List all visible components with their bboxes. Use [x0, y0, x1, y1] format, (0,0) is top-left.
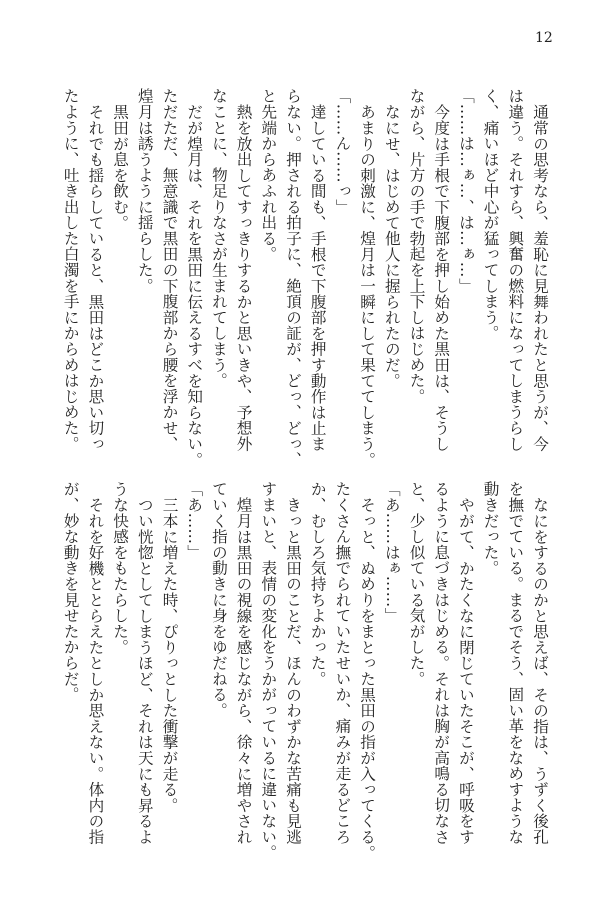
text-line: ながら、片方の手で勃起を上下しはじめた。: [407, 88, 426, 404]
text-line: と先端からあふれ出る。: [259, 88, 278, 262]
text-line: 「あ……」: [185, 481, 204, 560]
text-line: ただただ、無意識で黒田の下腹部から腰を浮かせ、: [160, 88, 179, 452]
text-line: と、少し似ている気がした。: [407, 481, 426, 687]
text-line: それでも揺らしていると、黒田はどこか思い切っ: [86, 104, 105, 452]
text-line: それを好機ととらえたとしか思えない。体内の指: [86, 497, 105, 845]
text-line: だが煌月は、それを黒田に伝えるすべを知らない。: [185, 104, 204, 468]
text-line: 通常の思考なら、羞恥に見舞われたと思うが、今: [531, 104, 549, 452]
text-line: らない。押される拍子に、絶頂の証が、どっ、どっ、: [284, 88, 302, 468]
text-line: 今度は手根で下腹部を押し始めた黒田は、そうし: [432, 104, 451, 452]
text-line: 「……は…ぁ…、は…ぁ…」: [456, 88, 475, 294]
text-line: 黒田が息を飲む。: [111, 104, 130, 231]
text-line: 「あ……はぁ……」: [382, 481, 401, 624]
text-line: 三本に増えた時、ぴりっとした衝撃が走る。: [160, 497, 179, 813]
text-line: うな快感をもたらした。: [111, 481, 130, 655]
page-number: 12: [535, 30, 553, 46]
text-line: が、妙な動きを見せたからだ。: [61, 481, 80, 703]
text-line: 煌月は黒田の視線を感じながら、徐々に増やされ: [234, 497, 253, 845]
text-line: 熱を放出してすっきりするかと思いきや、予想外: [234, 104, 253, 452]
text-line: なにせ、はじめて他人に握られたのだ。: [382, 104, 401, 389]
text-line: 「……ん……っ」: [333, 88, 352, 215]
text-line: 達している間も、手根で下腹部を押す動作は止ま: [308, 104, 327, 452]
text-line: なことに、物足りなさが生まれてしまう。: [209, 88, 228, 389]
text-line: たように、吐き出した白濁を手にからめはじめた。: [61, 88, 80, 452]
text-line: は違う。それすら、興奮の燃料になってしまうらし: [506, 88, 525, 452]
text-line: なにをするのかと思えば、その指は、うずく後孔: [531, 497, 549, 845]
text-line: か、むしろ気持ちよかった。: [308, 481, 327, 687]
text-line: るように息づきはじめる。それは胸が高鳴る切なさ: [432, 481, 451, 845]
text-line: あまりの刺激に、煌月は一瞬にして果ててしまう。: [358, 104, 377, 468]
text-line: 煌月は誘うように揺らした。: [135, 88, 154, 294]
text-line: たくさん撫でられていたせいか、痛みが走るどころ: [333, 481, 352, 845]
text-line: く、痛いほど中心が猛ってしまう。: [481, 88, 500, 341]
text-line: ていく指の動きに身をゆだねる。: [209, 481, 228, 718]
text-line: を撫でている。まるでそう、固い革をなめすような: [506, 481, 525, 845]
text-line: 動きだった。: [481, 481, 500, 576]
text-line: つい恍惚としてしまうほど、それは天にも昇るよ: [135, 497, 154, 845]
text-line: すまいと、表情の変化をうかがっているに違いない。: [259, 481, 278, 861]
text-line: やがて、かたくなに閉じていたそこが、呼吸をす: [456, 497, 475, 845]
text-line: きっと黒田のことだ、ほんのわずかな苦痛も見逃: [284, 497, 302, 845]
text-line: そっと、ぬめりをまとった黒田の指が入ってくる。: [358, 497, 377, 861]
